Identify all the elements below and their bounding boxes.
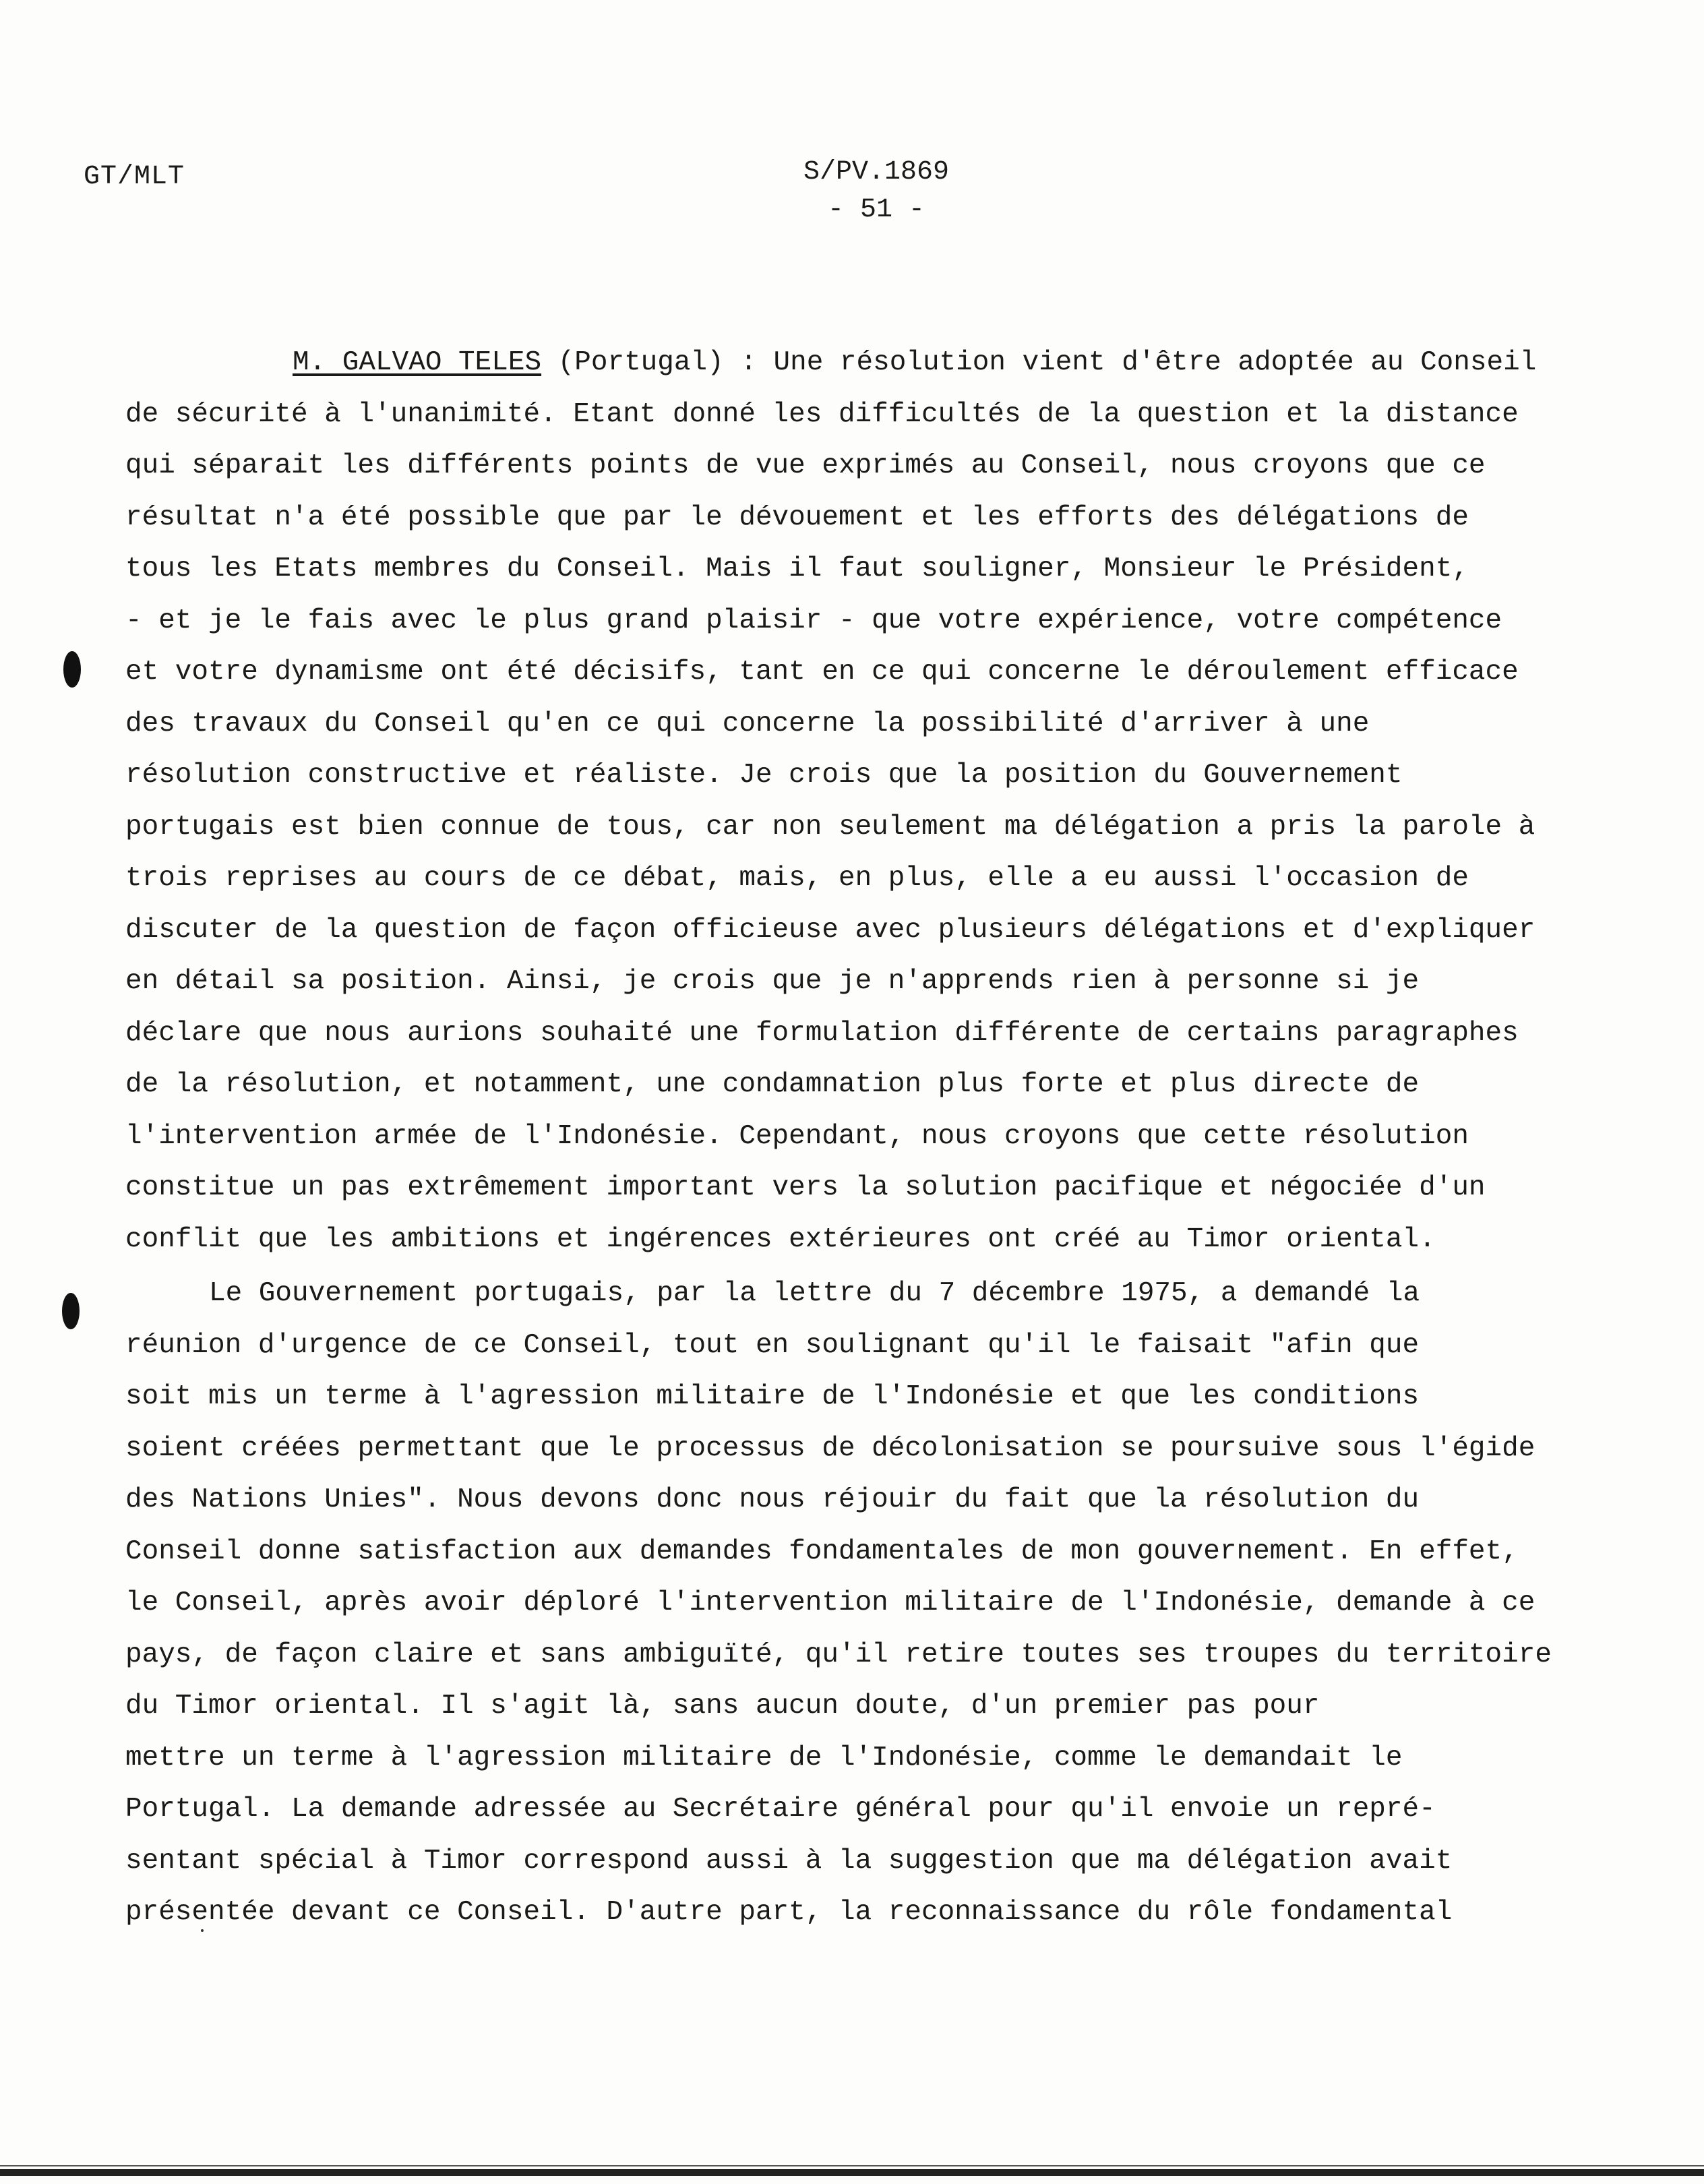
paragraph-1-line: résolution constructive et réaliste. Je crois que la position du Gouvernement (125, 760, 1403, 791)
paragraph-2-line: soit mis un terme à l'agression militaire de l'Indonésie et que les conditions (125, 1381, 1420, 1412)
document-symbol: S/PV.1869 (803, 157, 950, 187)
paragraph-2-line: pays, de façon claire et sans ambiguïté, qu'il retire toutes ses troupes du territoire (125, 1639, 1552, 1670)
bottom-scan-edge (0, 2169, 1704, 2176)
paragraph-2-line: Portugal. La demande adressée au Secrétaire général pour qu'il envoie un repré- (125, 1794, 1436, 1825)
paragraph-1-line: de la résolution, et notamment, une condamnation plus forte et plus directe de (125, 1069, 1420, 1100)
paragraph-2-line: le Conseil, après avoir déploré l'intervention militaire de l'Indonésie, demande à ce (125, 1587, 1535, 1618)
paragraph-1-line: l'intervention armée de l'Indonésie. Cependant, nous croyons que cette résolution (125, 1120, 1469, 1152)
paragraph-1-line: résultat n'a été possible que par le dévouement et les efforts des délégations de (125, 502, 1469, 533)
paragraph-1-line: constitue un pas extrêmement important vers la solution pacifique et négociée d'un (125, 1172, 1486, 1203)
paragraph-1-line: qui séparait les différents points de vue exprimés au Conseil, nous croyons que ce (125, 450, 1486, 481)
page-number: - 51 - (827, 195, 925, 225)
paragraph-1-line: discuter de la question de façon officieuse avec plusieurs délégations et d'expliquer (125, 914, 1535, 946)
speaker-name: M. GALVAO TELES (293, 347, 542, 378)
paragraph-1-line: en détail sa position. Ainsi, je crois que je n'apprends rien à personne si je (125, 966, 1420, 997)
bottom-scan-edge-thin (0, 2165, 1704, 2166)
paragraph-1-first-line (125, 337, 1581, 389)
paragraph-2-line: réunion d'urgence de ce Conseil, tout en soulignant qu'il le faisait "afin que (125, 1329, 1420, 1361)
paragraph-2-line: du Timor oriental. Il s'agit là, sans aucun doute, d'un premier pas pour (125, 1691, 1320, 1722)
header-center-block (795, 154, 957, 229)
paragraph-1-line: déclare que nous aurions souhaité une formulation différente de certains paragraphes (125, 1017, 1519, 1049)
paragraph-2-line: Conseil donne satisfaction aux demandes fondamentales de mon gouvernement. En effet, (125, 1536, 1519, 1567)
paragraph-2-line: sentant spécial à Timor correspond aussi à la suggestion que ma délégation avait (125, 1845, 1453, 1877)
punch-hole-mark-bottom (62, 1293, 80, 1329)
paragraph-2-line: soient créées permettant que le processus de décolonisation se poursuive sous l'égide (125, 1432, 1535, 1464)
body-text (125, 337, 1581, 1939)
paragraph-1-line: et votre dynamisme ont été décisifs, tant en ce qui concerne le déroulement efficace (125, 657, 1519, 688)
paragraph-1-first-line-text: (Portugal) : Une résolution vient d'être adoptée au Conseil (541, 347, 1537, 378)
scan-speck (201, 1929, 204, 1932)
paragraph-1-line: conflit que les ambitions et ingérences extérieures ont créé au Timor oriental. (125, 1223, 1436, 1255)
paragraph-1-line: tous les Etats membres du Conseil. Mais il faut souligner, Monsieur le Président, (125, 553, 1469, 584)
paragraph-1-line: portugais est bien connue de tous, car non seulement ma délégation a pris la parole à (125, 811, 1535, 843)
paragraph-2-first-line: Le Gouvernement portugais, par la lettre du 7 décembre 1975, a demandé la (209, 1278, 1420, 1309)
paragraph-2-line: mettre un terme à l'agression militaire de l'Indonésie, comme le demandait le (125, 1742, 1403, 1773)
paragraph-1-line: - et je le fais avec le plus grand plaisir - que votre expérience, votre compétence (125, 605, 1502, 636)
paragraph-1-line: des travaux du Conseil qu'en ce qui concerne la possibilité d'arriver à une (125, 708, 1370, 739)
paragraph-2-line: des Nations Unies". Nous devons donc nous réjouir du fait que la résolution du (125, 1484, 1420, 1515)
header-reference-code: GT/MLT (84, 162, 185, 192)
paragraph-1-line: trois reprises au cours de ce débat, mais, en plus, elle a eu aussi l'occasion de (125, 863, 1469, 894)
punch-hole-mark-top (63, 651, 81, 688)
paragraph-1-line: de sécurité à l'unanimité. Etant donné les difficultés de la question et la distance (125, 398, 1519, 430)
paragraph-2-line: présentée devant ce Conseil. D'autre part, la reconnaissance du rôle fondamental (125, 1897, 1453, 1928)
